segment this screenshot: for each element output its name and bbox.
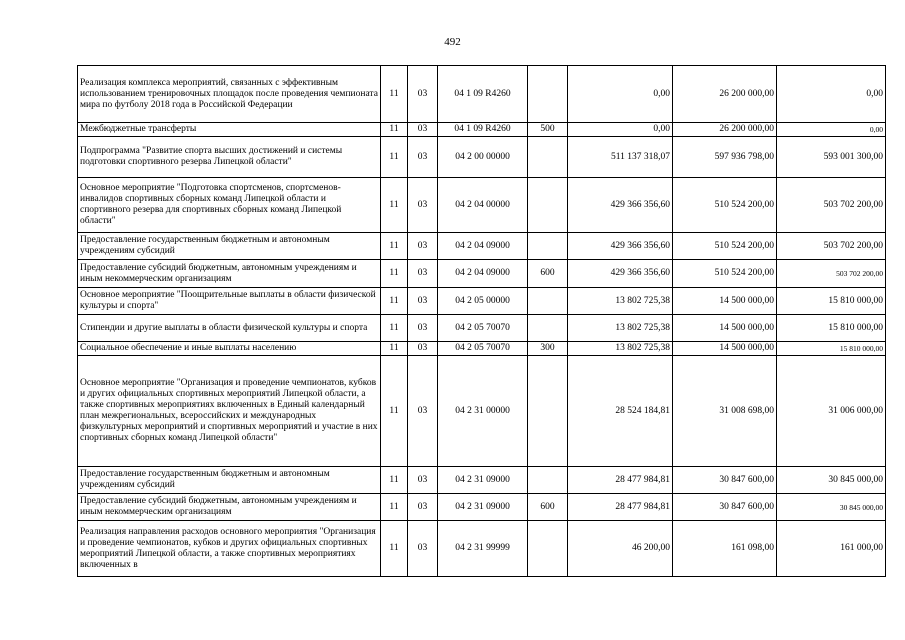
section-code-cell: 11 [381, 356, 408, 467]
amount-year2-cell: 14 500 000,00 [673, 315, 777, 342]
amount-year3-cell: 503 702 200,00 [777, 178, 886, 233]
amount-year3-cell: 15 810 000,00 [777, 315, 886, 342]
amount-year3-cell: 15 810 000,00 [777, 288, 886, 315]
target-article-cell: 04 2 05 00000 [438, 288, 528, 315]
expense-type-cell [528, 137, 568, 178]
expense-name-cell: Предоставление государственным бюджетным и автономным учреждениям субсидий [78, 467, 381, 494]
target-article-cell: 04 2 00 00000 [438, 137, 528, 178]
budget-table [77, 65, 886, 577]
amount-year2-cell: 510 524 200,00 [673, 233, 777, 260]
amount-year2-cell: 26 200 000,00 [673, 123, 777, 137]
target-article-cell: 04 2 05 70070 [438, 342, 528, 356]
amount-year3-cell: 15 810 000,00 [777, 342, 886, 356]
table-row [78, 123, 886, 137]
expense-name-cell: Основное мероприятие "Поощрительные выплаты в области физической культуры и спорта" [78, 288, 381, 315]
section-code-cell: 11 [381, 66, 408, 123]
expense-name-cell: Основное мероприятие "Организация и проведение чемпионатов, кубков и других официальных спортивных мероприятий Липецкой области, а также спортивных мероприятиях включенных в Единый календарный план межрегиональных, всероссийских и международных физкультурных мероприятий и спортивных мероприятий и участие в них спортивных сборных команд Липецкой области" [78, 356, 381, 467]
expense-name-cell: Предоставление государственным бюджетным и автономным учреждениям субсидий [78, 233, 381, 260]
target-article-cell: 04 2 31 09000 [438, 467, 528, 494]
amount-year3-cell: 30 845 000,00 [777, 467, 886, 494]
section-code-cell: 11 [381, 288, 408, 315]
amount-year2-cell: 597 936 798,00 [673, 137, 777, 178]
subsection-code-cell: 03 [408, 178, 438, 233]
target-article-cell: 04 2 31 99999 [438, 521, 528, 577]
target-article-cell: 04 2 04 00000 [438, 178, 528, 233]
expense-type-cell [528, 467, 568, 494]
amount-year3-cell: 593 001 300,00 [777, 137, 886, 178]
expense-type-cell [528, 521, 568, 577]
amount-year2-cell: 14 500 000,00 [673, 342, 777, 356]
table-row [78, 356, 886, 467]
amount-year3-cell: 503 702 200,00 [777, 260, 886, 288]
subsection-code-cell: 03 [408, 467, 438, 494]
subsection-code-cell: 03 [408, 288, 438, 315]
expense-type-cell [528, 233, 568, 260]
amount-year2-cell: 26 200 000,00 [673, 66, 777, 123]
table-row [78, 288, 886, 315]
amount-year2-cell: 510 524 200,00 [673, 178, 777, 233]
amount-year3-cell: 503 702 200,00 [777, 233, 886, 260]
expense-type-cell [528, 356, 568, 467]
section-code-cell: 11 [381, 494, 408, 521]
expense-name-cell: Подпрограмма "Развитие спорта высших достижений и системы подготовки спортивного резерва Липецкой области" [78, 137, 381, 178]
table-row [78, 494, 886, 521]
expense-type-cell: 500 [528, 123, 568, 137]
amount-year1-cell: 13 802 725,38 [568, 315, 673, 342]
amount-year1-cell: 28 524 184,81 [568, 356, 673, 467]
subsection-code-cell: 03 [408, 260, 438, 288]
subsection-code-cell: 03 [408, 233, 438, 260]
target-article-cell: 04 1 09 R4260 [438, 123, 528, 137]
target-article-cell: 04 1 09 R4260 [438, 66, 528, 123]
expense-name-cell: Предоставление субсидий бюджетным, автономным учреждениям и иным некоммерческим организациям [78, 260, 381, 288]
target-article-cell: 04 2 31 09000 [438, 494, 528, 521]
amount-year3-cell: 30 845 000,00 [777, 494, 886, 521]
expense-type-cell: 600 [528, 260, 568, 288]
amount-year1-cell: 429 366 356,60 [568, 233, 673, 260]
expense-name-cell: Межбюджетные трансферты [78, 123, 381, 137]
target-article-cell: 04 2 05 70070 [438, 315, 528, 342]
target-article-cell: 04 2 31 00000 [438, 356, 528, 467]
amount-year1-cell: 13 802 725,38 [568, 288, 673, 315]
amount-year2-cell: 31 008 698,00 [673, 356, 777, 467]
amount-year3-cell: 31 006 000,00 [777, 356, 886, 467]
section-code-cell: 11 [381, 123, 408, 137]
amount-year2-cell: 510 524 200,00 [673, 260, 777, 288]
section-code-cell: 11 [381, 260, 408, 288]
table-row [78, 178, 886, 233]
subsection-code-cell: 03 [408, 315, 438, 342]
amount-year2-cell: 30 847 600,00 [673, 494, 777, 521]
expense-type-cell [528, 66, 568, 123]
subsection-code-cell: 03 [408, 123, 438, 137]
subsection-code-cell: 03 [408, 521, 438, 577]
subsection-code-cell: 03 [408, 494, 438, 521]
target-article-cell: 04 2 04 09000 [438, 233, 528, 260]
table-row [78, 521, 886, 577]
amount-year1-cell: 429 366 356,60 [568, 260, 673, 288]
subsection-code-cell: 03 [408, 66, 438, 123]
amount-year1-cell: 28 477 984,81 [568, 494, 673, 521]
expense-name-cell: Социальное обеспечение и иные выплаты населению [78, 342, 381, 356]
table-row [78, 66, 886, 123]
expense-type-cell [528, 288, 568, 315]
amount-year1-cell: 0,00 [568, 123, 673, 137]
amount-year1-cell: 511 137 318,07 [568, 137, 673, 178]
section-code-cell: 11 [381, 342, 408, 356]
expense-type-cell: 600 [528, 494, 568, 521]
section-code-cell: 11 [381, 467, 408, 494]
section-code-cell: 11 [381, 521, 408, 577]
expense-name-cell: Предоставление субсидий бюджетным, автономным учреждениям и иным некоммерческим организациям [78, 494, 381, 521]
amount-year3-cell: 161 000,00 [777, 521, 886, 577]
expense-name-cell: Реализация комплекса мероприятий, связанных с эффективным использованием тренировочных площадок после проведения чемпионата мира по футболу 2018 года в Российской Федерации [78, 66, 381, 123]
section-code-cell: 11 [381, 137, 408, 178]
subsection-code-cell: 03 [408, 356, 438, 467]
section-code-cell: 11 [381, 178, 408, 233]
expense-name-cell: Реализация направления расходов основного мероприятия "Организация и проведение чемпионатов, кубков и других официальных спортивных мероприятий Липецкой области, а также спортивных мероприятиях включенных в [78, 521, 381, 577]
page-number: 492 [444, 36, 461, 48]
expense-type-cell [528, 178, 568, 233]
expense-name-cell: Основное мероприятие "Подготовка спортсменов, спортсменов-инвалидов спортивных сборных команд Липецкой области и спортивного резерва для спортивных сборных команд Липецкой области" [78, 178, 381, 233]
table-row [78, 315, 886, 342]
table-row [78, 233, 886, 260]
table-row [78, 342, 886, 356]
target-article-cell: 04 2 04 09000 [438, 260, 528, 288]
amount-year1-cell: 13 802 725,38 [568, 342, 673, 356]
amount-year1-cell: 429 366 356,60 [568, 178, 673, 233]
expense-type-cell [528, 315, 568, 342]
table-row [78, 260, 886, 288]
amount-year2-cell: 161 098,00 [673, 521, 777, 577]
section-code-cell: 11 [381, 233, 408, 260]
amount-year1-cell: 0,00 [568, 66, 673, 123]
table-row [78, 137, 886, 178]
expense-name-cell: Стипендии и другие выплаты в области физической культуры и спорта [78, 315, 381, 342]
amount-year3-cell: 0,00 [777, 123, 886, 137]
subsection-code-cell: 03 [408, 342, 438, 356]
amount-year2-cell: 30 847 600,00 [673, 467, 777, 494]
amount-year2-cell: 14 500 000,00 [673, 288, 777, 315]
amount-year1-cell: 46 200,00 [568, 521, 673, 577]
amount-year1-cell: 28 477 984,81 [568, 467, 673, 494]
subsection-code-cell: 03 [408, 137, 438, 178]
section-code-cell: 11 [381, 315, 408, 342]
table-row [78, 467, 886, 494]
amount-year3-cell: 0,00 [777, 66, 886, 123]
expense-type-cell: 300 [528, 342, 568, 356]
